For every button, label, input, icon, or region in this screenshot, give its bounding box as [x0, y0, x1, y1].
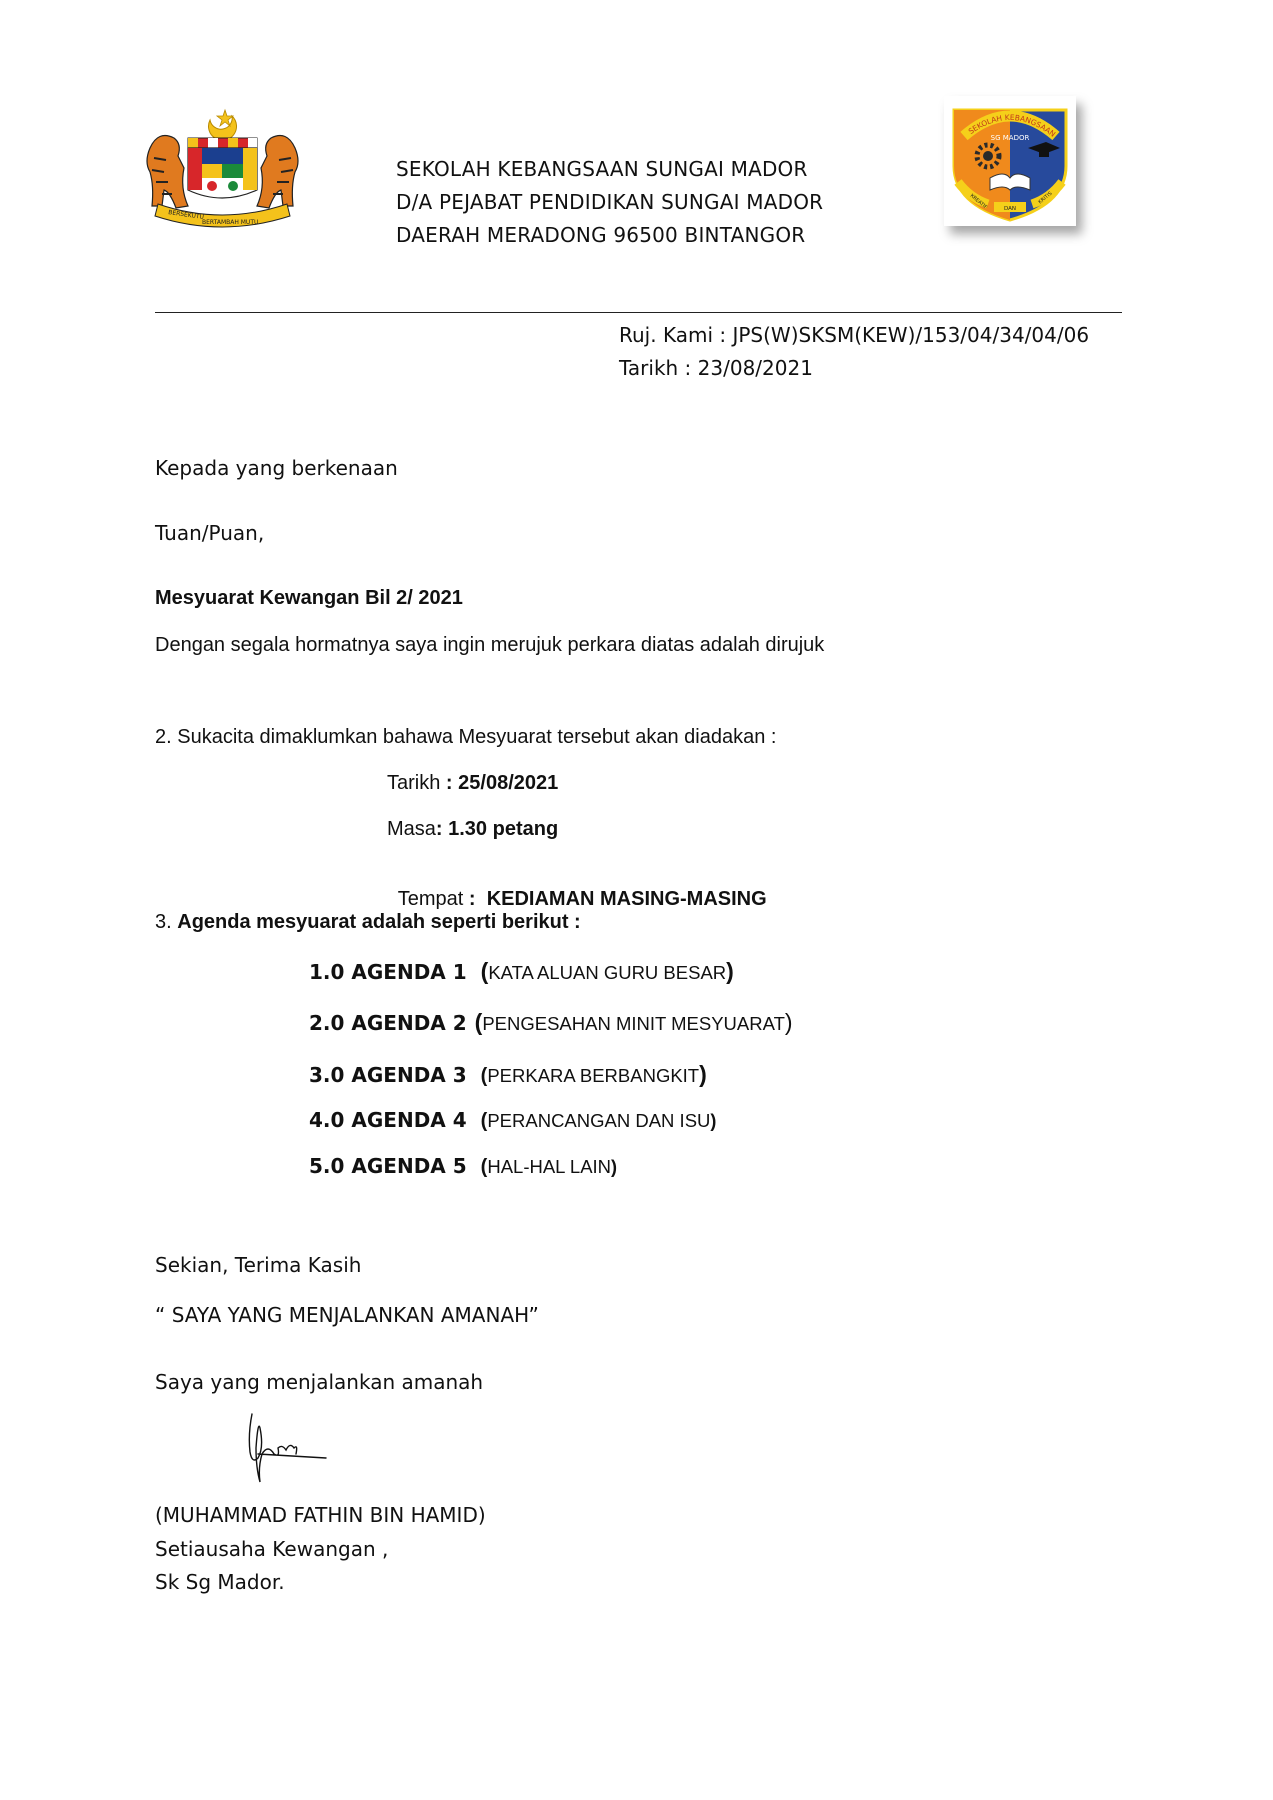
signatory-org: Sk Sg Mador. [155, 1570, 285, 1594]
agenda-open-paren: ( [480, 1110, 488, 1132]
svg-text:SEKOLAH KEBANGSAAN: SEKOLAH KEBANGSAAN [966, 112, 1058, 139]
meeting-place-label: Tempat [397, 888, 464, 910]
meeting-time-label: Masa [387, 818, 436, 840]
meeting-date-label: Tarikh [387, 772, 441, 794]
meeting-time [387, 818, 558, 841]
school-name: SEKOLAH KEBANGSAAN SUNGAI MADOR [396, 157, 808, 181]
svg-text:KREATIF: KREATIF [968, 192, 989, 211]
agenda-close-paren: ) [611, 1157, 618, 1177]
reference-number: Ruj. Kami : JPS(W)SKSM(KEW)/153/04/34/04/06 [619, 323, 1090, 347]
closing-thanks: Sekian, Terima Kasih [155, 1253, 362, 1277]
agenda-open-paren: ( [474, 1009, 483, 1035]
list-item [309, 1009, 793, 1036]
agenda-text: PENGESAHAN MINIT MESYUARAT [482, 1013, 785, 1034]
school-logo-frame [944, 96, 1076, 226]
agenda-open-paren: ( [480, 1156, 488, 1178]
agenda-number: 1.0 AGENDA 1 [309, 960, 467, 984]
signatory-title: Setiausaha Kewangan , [155, 1537, 389, 1561]
agenda-number: 3.0 AGENDA 3 [309, 1063, 467, 1087]
list-item [309, 958, 734, 985]
meeting-place-value: : KEDIAMAN MASING-MASING [468, 888, 767, 910]
agenda-close-paren: ) [699, 1061, 707, 1087]
svg-text:BERTAMBAH MUTU: BERTAMBAH MUTU [202, 219, 259, 226]
list-item [309, 1061, 707, 1088]
greeting: Tuan/Puan, [155, 521, 265, 545]
header-divider [155, 312, 1122, 313]
closing-motto: “ SAYA YANG MENJALANKAN AMANAH” [155, 1303, 539, 1327]
intro-paragraph: Dengan segala hormatnya saya ingin merujuk perkara diatas adalah dirujuk [155, 634, 825, 656]
letter-date: Tarikh : 23/08/2021 [619, 356, 813, 380]
closing-signoff: Saya yang menjalankan amanah [155, 1370, 484, 1394]
agenda-number: 5.0 AGENDA 5 [309, 1154, 467, 1178]
agenda-open-paren: ( [480, 1065, 488, 1087]
svg-text:BERSEKUTU: BERSEKUTU [167, 209, 205, 221]
coat-of-arms-logo [140, 108, 305, 233]
svg-text:DAN: DAN [1003, 206, 1017, 212]
recipient: Kepada yang berkenaan [155, 456, 398, 480]
subject-heading: Mesyuarat Kewangan Bil 2/ 2021 [155, 587, 463, 609]
agenda-text: PERKARA BERBANGKIT [487, 1065, 700, 1086]
paragraph-3 [155, 911, 581, 934]
meeting-date [387, 772, 558, 795]
agenda-number: 4.0 AGENDA 4 [309, 1108, 467, 1132]
signature [238, 1408, 338, 1490]
svg-text:SG MADOR: SG MADOR [990, 134, 1030, 142]
agenda-number: 2.0 AGENDA 2 [309, 1011, 467, 1035]
signatory-name: (MUHAMMAD FATHIN BIN HAMID) [155, 1503, 486, 1527]
meeting-time-value: : 1.30 petang [435, 818, 559, 840]
svg-text:KRITIS: KRITIS [1037, 190, 1054, 206]
agenda-close-paren: ) [784, 1009, 793, 1035]
paragraph-3-text: Agenda mesyuarat adalah seperti berikut : [177, 911, 581, 933]
agenda-open-paren: ( [480, 958, 489, 984]
agenda-text: PERANCANGAN DAN ISU [487, 1110, 711, 1131]
paragraph-3-number: 3. [155, 911, 172, 933]
list-item [309, 1154, 617, 1179]
paragraph-2: 2. Sukacita dimaklumkan bahawa Mesyuarat tersebut akan diadakan : [155, 726, 777, 748]
meeting-date-value: : 25/08/2021 [445, 772, 559, 794]
address-line-2: DAERAH MERADONG 96500 BINTANGOR [396, 223, 806, 247]
agenda-close-paren: ) [726, 958, 734, 984]
agenda-close-paren: ) [710, 1111, 717, 1131]
address-line-1: D/A PEJABAT PENDIDIKAN SUNGAI MADOR [396, 190, 824, 214]
school-logo [944, 96, 1076, 226]
agenda-text: KATA ALUAN GURU BESAR [488, 962, 727, 983]
meeting-place [387, 865, 767, 911]
agenda-text: HAL-HAL LAIN [487, 1156, 612, 1177]
list-item [309, 1108, 716, 1133]
